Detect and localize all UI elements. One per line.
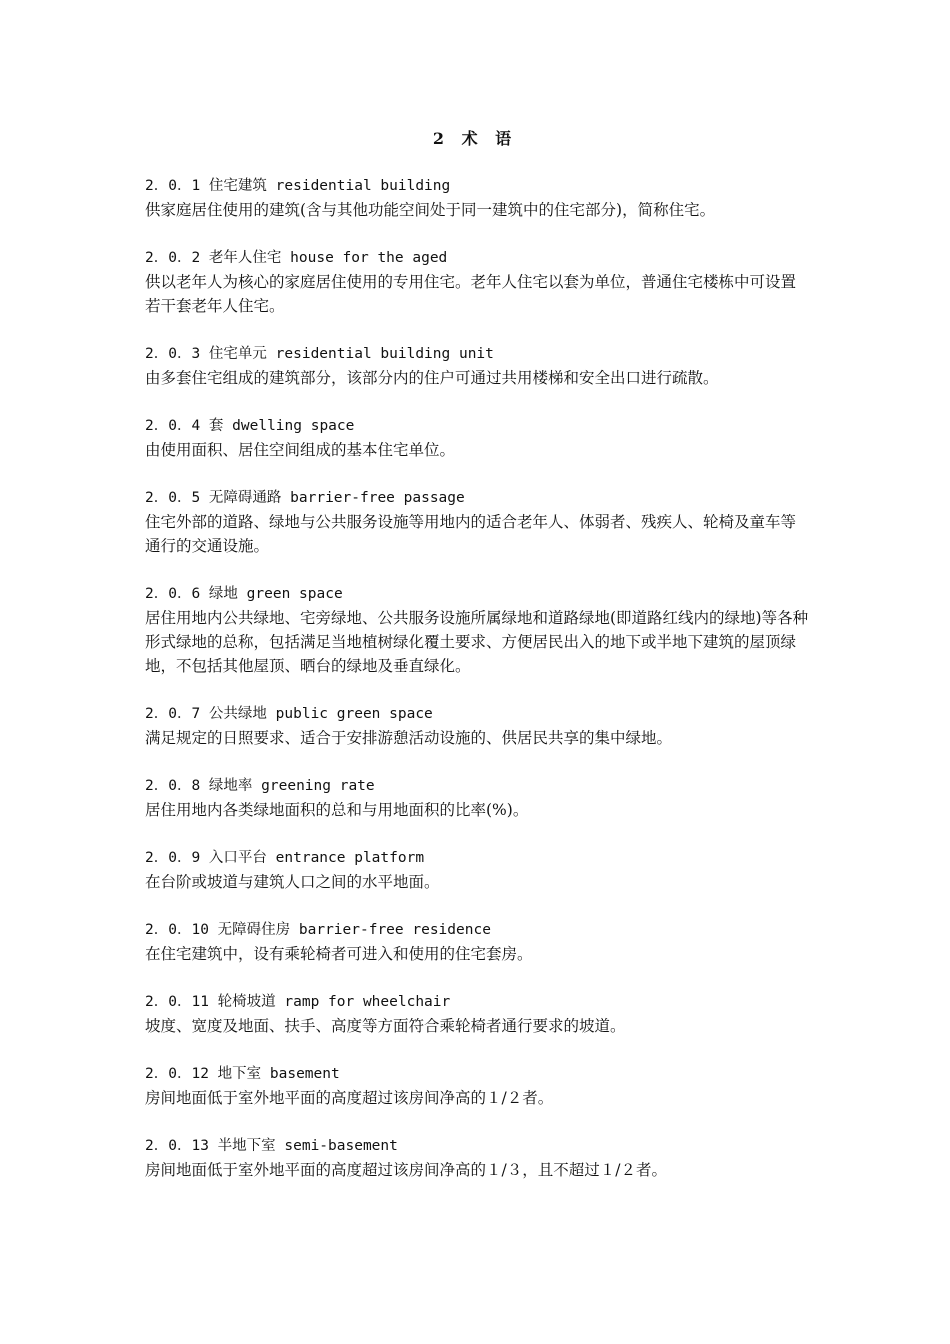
term-entry — [145, 1062, 810, 1110]
term-entry — [145, 990, 810, 1038]
term-entry — [145, 174, 810, 222]
term-definition: 由使用面积、居住空间组成的基本住宅单位。 — [145, 441, 456, 459]
term-definition: 坡度、宽度及地面、扶手、高度等方面符合乘轮椅者通行要求的坡道。 — [145, 1017, 626, 1035]
term-heading: 2．0．10 无障碍住房 barrier-free residence — [145, 922, 491, 938]
term-definition: 房间地面低于室外地平面的高度超过该房间净高的１/３，且不超过１/２者。 — [145, 1161, 667, 1179]
term-definition: 居住用地内公共绿地、宅旁绿地、公共服务设施所属绿地和道路绿地(即道路红线内的绿地)等各种形式绿地的总称，包括满足当地植树绿化覆土要求、方便居民出入的地下或半地下建筑的屋顶绿地，不包括其他屋顶、晒台的绿地及垂直绿化。 — [145, 609, 809, 675]
term-entry — [145, 582, 810, 678]
term-heading: 2．0．6 绿地 green space — [145, 586, 343, 602]
term-heading: 2．0．7 公共绿地 public green space — [145, 706, 433, 722]
term-entry — [145, 486, 810, 558]
term-definition: 由多套住宅组成的建筑部分，该部分内的住户可通过共用楼梯和安全出口进行疏散。 — [145, 369, 719, 387]
term-heading: 2．0．9 入口平台 entrance platform — [145, 850, 425, 866]
term-entry — [145, 246, 810, 318]
term-definition: 在住宅建筑中，设有乘轮椅者可进入和使用的住宅套房。 — [145, 945, 533, 963]
term-definition: 供以老年人为核心的家庭居住使用的专用住宅。老年人住宅以套为单位，普通住宅楼栋中可设置若干套老年人住宅。 — [145, 273, 797, 315]
term-heading: 2．0．4 套 dwelling space — [145, 418, 355, 434]
chapter-title: 2 术 语 — [432, 129, 518, 148]
term-heading: 2．0．12 地下室 basement — [145, 1066, 340, 1082]
term-heading: 2．0．3 住宅单元 residential building unit — [145, 346, 494, 362]
term-entry — [145, 918, 810, 966]
term-entry — [145, 342, 810, 390]
term-definition: 房间地面低于室外地平面的高度超过该房间净高的１/２者。 — [145, 1089, 554, 1107]
term-heading: 2．0．5 无障碍通路 barrier-free passage — [145, 490, 465, 506]
term-entry — [145, 774, 810, 822]
term-entry — [145, 702, 810, 750]
term-definition: 在台阶或坡道与建筑人口之间的水平地面。 — [145, 873, 440, 891]
term-entry — [145, 846, 810, 894]
term-definition: 供家庭居住使用的建筑(含与其他功能空间处于同一建筑中的住宅部分)，简称住宅。 — [145, 201, 716, 219]
term-definition: 居住用地内各类绿地面积的总和与用地面积的比率(%)。 — [145, 801, 529, 819]
term-entry — [145, 414, 810, 462]
term-heading: 2．0．2 老年人住宅 house for the aged — [145, 250, 448, 266]
term-heading: 2．0．8 绿地率 greening rate — [145, 778, 375, 794]
term-heading: 2．0．11 轮椅坡道 ramp for wheelchair — [145, 994, 451, 1010]
term-heading: 2．0．13 半地下室 semi-basement — [145, 1138, 398, 1154]
term-heading: 2．0．1 住宅建筑 residential building — [145, 178, 451, 194]
term-definition: 住宅外部的道路、绿地与公共服务设施等用地内的适合老年人、体弱者、残疾人、轮椅及童车等通行的交通设施。 — [145, 513, 797, 555]
terms-list — [145, 174, 810, 1206]
term-definition: 满足规定的日照要求、适合于安排游憩活动设施的、供居民共享的集中绿地。 — [145, 729, 673, 747]
term-entry — [145, 1134, 810, 1182]
